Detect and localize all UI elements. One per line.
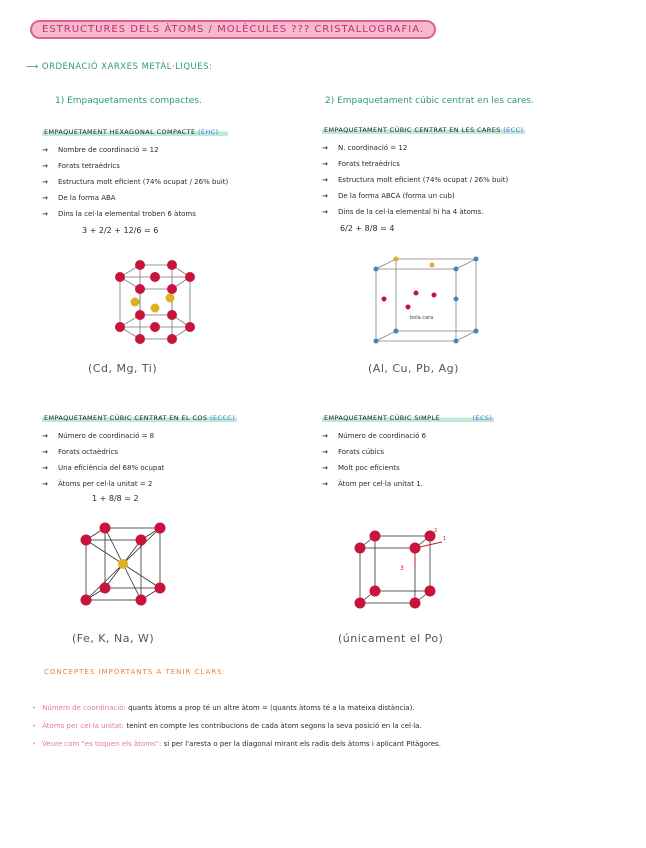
arrow-icon: → (322, 160, 328, 168)
concept-term: Àtoms per cel·la unitat: (42, 722, 125, 730)
diagram-label: 1 (443, 536, 447, 542)
bcc-diagram (78, 520, 168, 610)
atom-icon (150, 272, 160, 282)
concept-term: Veure com "es toquen els àtoms": (42, 740, 162, 748)
caption-ecc: (Al, Cu, Pb, Ag) (368, 362, 459, 375)
section-title-text: EMPAQUETAMENT HEXAGONAL COMPACTE (44, 128, 196, 136)
bullet (322, 476, 494, 492)
bullet (42, 158, 228, 174)
atom-gold-icon (394, 257, 399, 262)
arrow-icon: → (42, 146, 48, 154)
arrow-icon: ⟶ (26, 62, 42, 72)
atom-icon (406, 305, 411, 310)
atom-icon (167, 334, 177, 344)
atom-icon (155, 523, 166, 534)
atom-blue-icon (374, 339, 379, 344)
caption-ehc: (Cd, Mg, Ti) (88, 362, 158, 375)
atom-blue-icon (474, 329, 479, 334)
arrow-icon: → (322, 208, 328, 216)
section-title (42, 128, 228, 136)
section-abbr: (ECC) (503, 126, 524, 134)
section-ehc (42, 128, 228, 235)
arrow-icon: → (42, 432, 48, 440)
arrangement-1: 1) Empaquetaments compactes. (55, 96, 202, 106)
section-title-text: EMPAQUETAMENT CÚBIC CENTRAT EN LES CARES (324, 126, 501, 134)
diagram-label: 2 (434, 528, 438, 534)
formula: 3 + 2/2 + 12/6 = 6 (82, 226, 159, 235)
bullet-text: Forats cúbics (338, 448, 385, 456)
atom-icon (410, 598, 421, 609)
atom-blue-icon (454, 297, 459, 302)
bullet (42, 476, 237, 492)
concept-text: tenint en compte les contribucions de cada àtom segons la seva posició en la cel·la. (126, 722, 422, 730)
bullet (42, 206, 228, 222)
bullet-text: Número de coordinació 6 (338, 432, 427, 440)
bullet (322, 460, 494, 476)
arrow-icon: → (42, 178, 48, 186)
atom-icon (135, 310, 145, 320)
fcc-diagram (368, 255, 488, 350)
atom-icon (432, 293, 437, 298)
atom-icon (135, 334, 145, 344)
bullet-text: Nombre de coordinació = 12 (58, 146, 159, 154)
bullet-dot-icon: • (32, 722, 37, 730)
bullet-text: Dins la cel·la elemental troben 6 àtoms (58, 210, 196, 218)
bullet-text: Àtom per cel·la unitat 1. (338, 480, 423, 488)
atom-blue-icon (374, 267, 379, 272)
atom-icon (135, 284, 145, 294)
bullet-text: Estructura molt eficient (74% ocupat / 26% buit) (338, 176, 509, 184)
arrow-icon: → (42, 448, 48, 456)
bullet-text: Número de coordinació = 8 (58, 432, 155, 440)
arrow-icon: → (42, 480, 48, 488)
bullet-dot-icon: • (32, 704, 37, 712)
arrow-icon: → (42, 194, 48, 202)
section-abbr: (EHC) (197, 128, 219, 136)
page-title: ESTRUCTURES DELS ÀTOMS / MOLÈCULES ??? CRISTALLOGRAFIA. (30, 20, 436, 39)
atom-icon (167, 260, 177, 270)
concept-item (32, 740, 441, 748)
concept-text: si per l'aresta o per la diagonal mirant els radis dels àtoms i aplicant Pitàgores. (163, 740, 441, 748)
atom-gold-icon (166, 294, 175, 303)
bullet-text: Forats octaèdrics (58, 448, 119, 456)
concept-item (32, 722, 422, 730)
bullet-text: N. coordinació = 12 (338, 144, 408, 152)
section-ecs (322, 414, 494, 492)
caption-eccc: (Fe, K, Na, W) (72, 632, 155, 645)
atom-gold-icon (430, 263, 435, 268)
atom-icon (115, 322, 125, 332)
bullet (322, 156, 525, 172)
bullet (322, 204, 525, 220)
bullet (42, 190, 228, 206)
section-title-text: EMPAQUETAMENT CÚBIC SIMPLE (324, 414, 441, 422)
atom-icon (155, 583, 166, 594)
bullet-text: De la forma ABCA (forma un cub) (338, 192, 455, 200)
atom-icon (410, 543, 421, 554)
diagram-annotation: bola cara (410, 315, 434, 321)
concept-term: Número de coordinació: (42, 704, 126, 712)
atom-icon (370, 531, 381, 542)
section-abbr: (ECCC) (209, 414, 236, 422)
atom-gold-icon (131, 298, 140, 307)
arrangement-2: 2) Empaquetament cúbic centrat en les cares. (325, 96, 534, 106)
bullet-text: De la forma ABA (58, 194, 116, 202)
arrow-icon: → (322, 176, 328, 184)
concept-item (32, 704, 415, 712)
bullet (42, 428, 237, 444)
atom-icon (81, 595, 92, 606)
bullet (42, 444, 237, 460)
arrow-icon: → (322, 144, 328, 152)
atom-icon (185, 272, 195, 282)
atom-gold-icon (151, 304, 160, 313)
section-ecc (322, 126, 525, 233)
atom-icon (150, 322, 160, 332)
bullet (322, 172, 525, 188)
section-title (42, 414, 237, 422)
atom-icon (425, 586, 436, 597)
arrow-icon: → (42, 210, 48, 218)
atom-gold-icon (118, 559, 128, 569)
diagram-label: 3 (400, 565, 404, 572)
atom-icon (414, 291, 419, 296)
bullet-dot-icon: • (32, 740, 37, 748)
arrow-icon: → (322, 192, 328, 200)
simple-cubic-diagram (350, 528, 450, 613)
caption-ecs: (únicament el Po) (338, 632, 444, 645)
bullet (42, 460, 237, 476)
atom-icon (382, 297, 387, 302)
atom-icon (136, 535, 147, 546)
bullet-text: Una eficiència del 68% ocupat (58, 464, 165, 472)
atom-icon (135, 260, 145, 270)
subtitle (26, 62, 212, 72)
bullet (42, 174, 228, 190)
bullet-text: Molt poc eficients (338, 464, 400, 472)
atom-icon (355, 598, 366, 609)
atom-blue-icon (394, 329, 399, 334)
atom-icon (100, 583, 111, 594)
concept-text: quants àtoms a prop té un altre àtom = (quants àtoms té a la mateixa distància). (128, 704, 415, 712)
bullet-text: Estructura molt eficient (74% ocupat / 26% buit) (58, 178, 229, 186)
atom-icon (167, 284, 177, 294)
arrow-icon: → (42, 162, 48, 170)
atom-icon (81, 535, 92, 546)
atom-blue-icon (454, 339, 459, 344)
section-eccc (42, 414, 237, 503)
bullet-text: Forats tetraèdrics (338, 160, 400, 168)
bullet (42, 142, 228, 158)
atom-blue-icon (454, 267, 459, 272)
atom-icon (115, 272, 125, 282)
subtitle-text: ORDENACIÓ XARXES METÀL·LIQUES: (41, 62, 213, 72)
arrow-icon: → (322, 448, 328, 456)
section-title (322, 414, 494, 422)
bullet-text: Àtoms per cel·la unitat = 2 (58, 480, 153, 488)
atom-icon (185, 322, 195, 332)
arrow-icon: → (322, 432, 328, 440)
arrow-icon: → (322, 464, 328, 472)
atom-icon (100, 523, 111, 534)
arrow-icon: → (322, 480, 328, 488)
atom-icon (370, 586, 381, 597)
section-title-text: EMPAQUETAMENT CÚBIC CENTRAT EN EL COS (44, 414, 208, 422)
bullet (322, 444, 494, 460)
bullet (322, 188, 525, 204)
atom-icon (167, 310, 177, 320)
atom-icon (136, 595, 147, 606)
hexagonal-diagram (100, 255, 210, 355)
bullet (322, 140, 525, 156)
atom-blue-icon (474, 257, 479, 262)
bullet-text: Forats tetraèdrics (58, 162, 120, 170)
concepts-title: CONCEPTES IMPORTANTS A TENIR CLARS: (44, 668, 226, 676)
formula: 1 + 8/8 = 2 (92, 494, 139, 503)
section-title (322, 126, 525, 134)
bullet (322, 428, 494, 444)
bullet-text: Dins de la cel·la elemental hi ha 4 àtoms. (338, 208, 484, 216)
section-abbr: (ECS) (472, 414, 493, 422)
atom-icon (355, 543, 366, 554)
formula: 6/2 + 8/8 = 4 (340, 224, 395, 233)
arrow-icon: → (42, 464, 48, 472)
